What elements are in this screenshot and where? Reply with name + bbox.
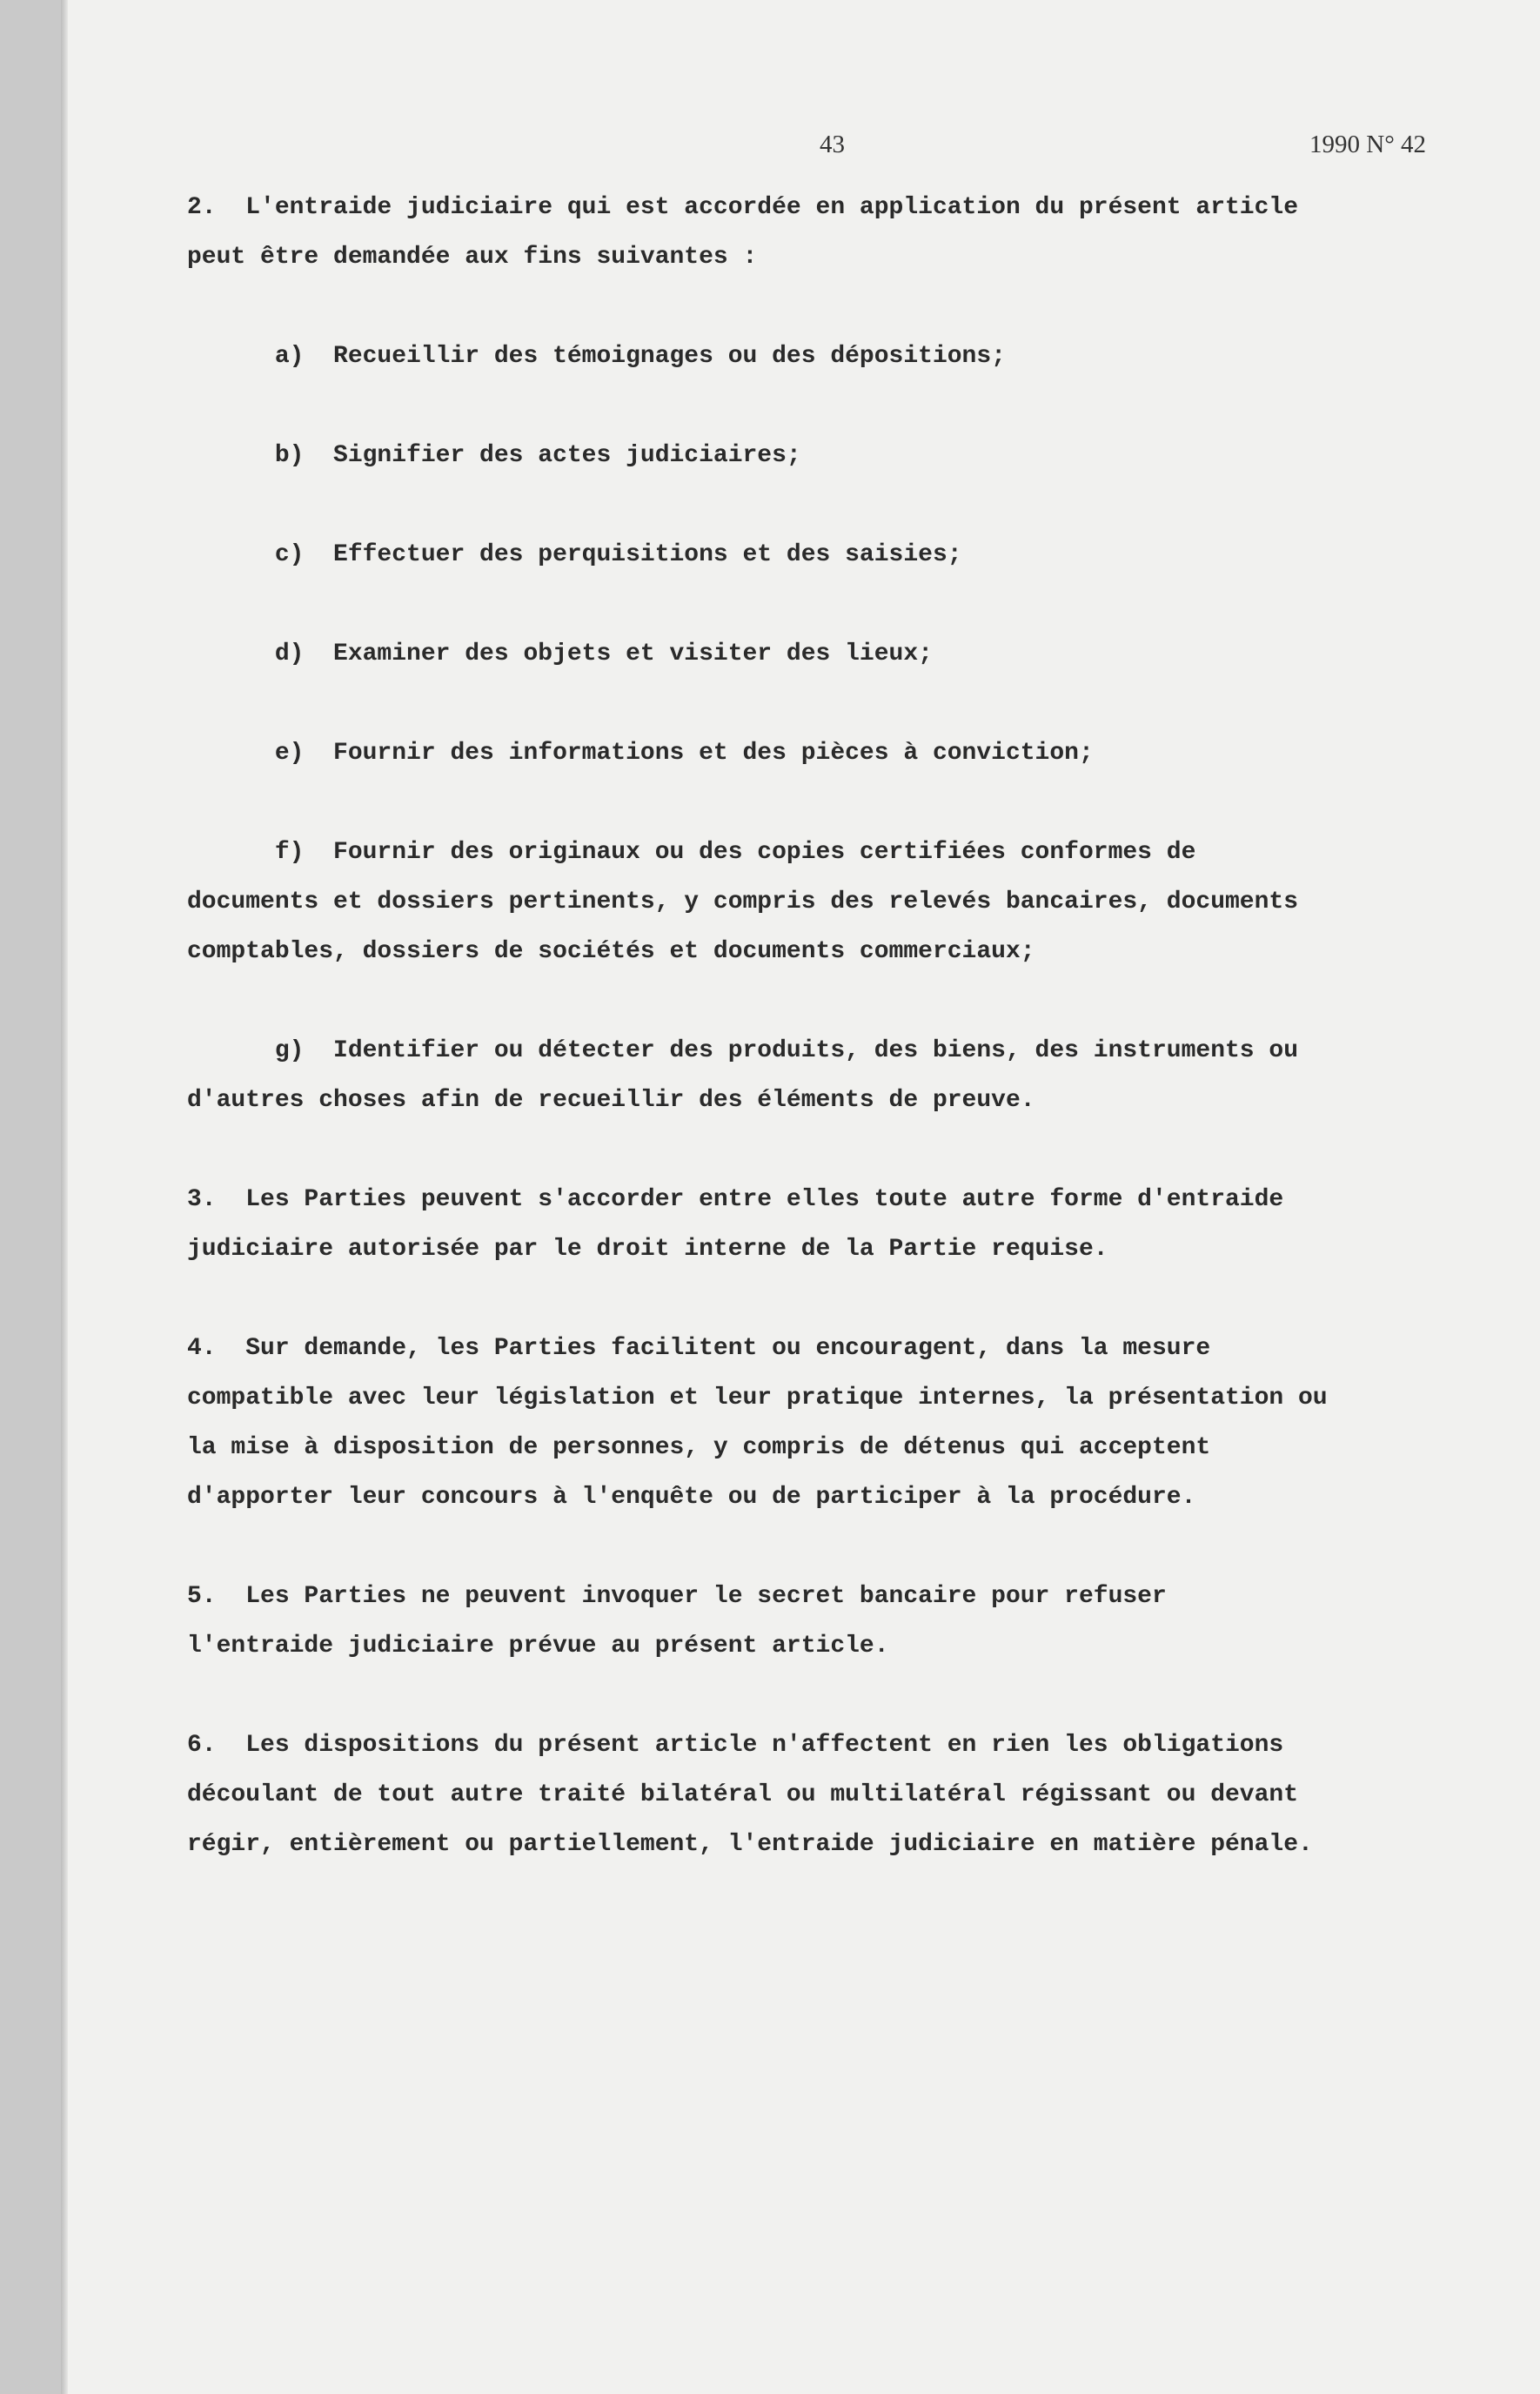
paragraph-2	[187, 183, 1527, 282]
list-item-f	[187, 828, 1527, 976]
paragraph-6	[187, 1720, 1527, 1869]
document-body	[187, 183, 1527, 1869]
page-number: 43	[820, 131, 845, 158]
list-item-a	[187, 332, 1527, 381]
text-line: régir, entièrement ou partiellement, l'entraide judiciaire en matière pénale.	[187, 1831, 1313, 1858]
text-line: 6. Les dispositions du présent article n'affectent en rien les obligations	[187, 1732, 1284, 1759]
text-line: b) Signifier des actes judiciaires;	[187, 442, 801, 469]
paragraph-3	[187, 1175, 1527, 1274]
text-line: a) Recueillir des témoignages ou des dépositions;	[187, 343, 1006, 370]
text-line: d'apporter leur concours à l'enquête ou de participer à la procédure.	[187, 1484, 1196, 1511]
text-line: g) Identifier ou détecter des produits, des biens, des instruments ou	[187, 1037, 1299, 1064]
text-line: comptables, dossiers de sociétés et documents commerciaux;	[187, 938, 1035, 965]
text-line: 2. L'entraide judiciaire qui est accordée en application du présent article	[187, 194, 1299, 221]
text-line: e) Fournir des informations et des pièces à conviction;	[187, 740, 1094, 767]
text-line: 5. Les Parties ne peuvent invoquer le secret bancaire pour refuser	[187, 1583, 1167, 1610]
text-line: découlant de tout autre traité bilatéral ou multilatéral régissant ou devant	[187, 1781, 1299, 1808]
list-item-b	[187, 431, 1527, 480]
text-line: documents et dossiers pertinents, y compris des relevés bancaires, documents	[187, 889, 1299, 915]
text-line: la mise à disposition de personnes, y compris de détenus qui acceptent	[187, 1434, 1211, 1461]
page-header	[61, 131, 1540, 174]
text-line: judiciaire autorisée par le droit interne de la Partie requise.	[187, 1236, 1108, 1263]
text-line: c) Effectuer des perquisitions et des saisies;	[187, 541, 962, 568]
text-line: 4. Sur demande, les Parties facilitent ou encouragent, dans la mesure	[187, 1335, 1211, 1362]
list-item-d	[187, 629, 1527, 679]
list-item-g	[187, 1026, 1527, 1125]
text-line: 3. Les Parties peuvent s'accorder entre elles toute autre forme d'entraide	[187, 1186, 1284, 1213]
list-item-c	[187, 530, 1527, 580]
text-line: l'entraide judiciaire prévue au présent article.	[187, 1633, 889, 1660]
text-line: compatible avec leur législation et leur pratique internes, la présentation ou	[187, 1385, 1328, 1412]
text-line: peut être demandée aux fins suivantes :	[187, 244, 758, 271]
paragraph-4	[187, 1324, 1527, 1522]
treaty-reference: 1990 N° 42	[1309, 131, 1427, 158]
text-line: d) Examiner des objets et visiter des lieux;	[187, 640, 933, 667]
text-line: f) Fournir des originaux ou des copies certifiées conformes de	[187, 839, 1196, 866]
document-page	[61, 0, 1540, 2394]
list-item-e	[187, 728, 1527, 778]
page-edge-shadow	[61, 0, 68, 2394]
paragraph-5	[187, 1572, 1527, 1671]
text-line: d'autres choses afin de recueillir des éléments de preuve.	[187, 1087, 1035, 1114]
